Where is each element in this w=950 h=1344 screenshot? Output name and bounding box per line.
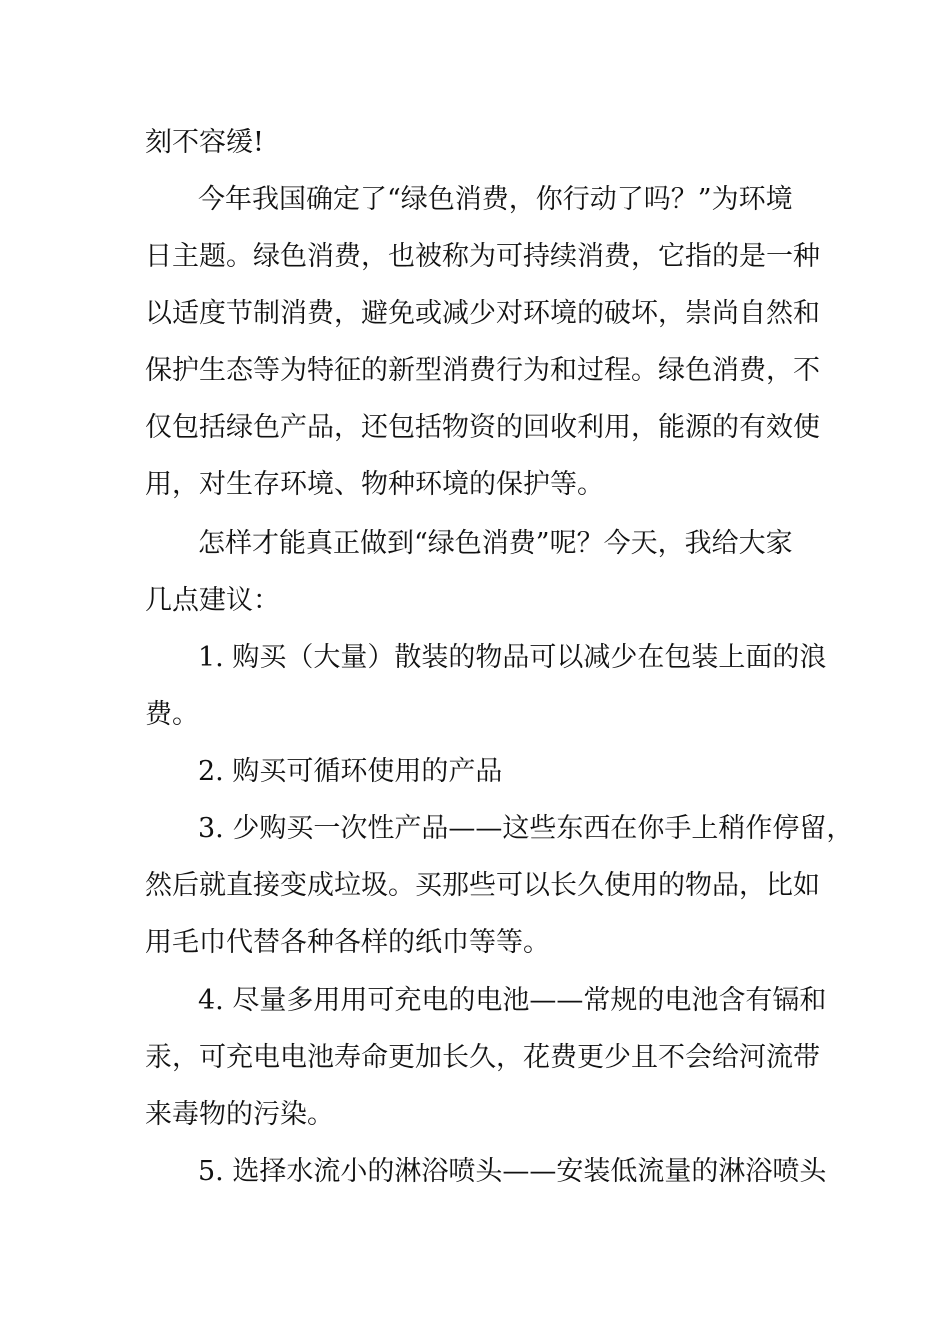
paragraph-first-line <box>0 180 950 220</box>
text-line <box>0 123 950 163</box>
text-line-content: 以适度节制消费，避免或减少对环境的破坏，崇尚自然和 <box>145 298 820 329</box>
text-line <box>0 465 950 505</box>
text-line-content: 来毒物的污染。 <box>145 1099 334 1130</box>
text-line <box>0 408 950 448</box>
text-line-content: 费。 <box>145 699 199 730</box>
text-line-content: 4. 尽量多用用可充电的电池——常规的电池含有镉和 <box>198 985 827 1016</box>
paragraph-first-line <box>0 524 950 564</box>
text-line <box>0 581 950 621</box>
text-line <box>0 237 950 277</box>
text-line <box>0 294 950 334</box>
text-line-content: 几点建议： <box>145 585 280 616</box>
list-item-line <box>0 809 950 849</box>
list-item-line <box>0 752 950 792</box>
text-line-content: 5. 选择水流小的淋浴喷头——安装低流量的淋浴喷头 <box>198 1156 827 1187</box>
text-line <box>0 351 950 391</box>
text-line-content: 保护生态等为特征的新型消费行为和过程。绿色消费，不 <box>145 355 820 386</box>
text-line <box>0 1095 950 1135</box>
text-line-content: 用，对生存环境、物种环境的保护等。 <box>145 469 604 500</box>
text-line-content: 然后就直接变成垃圾。买那些可以长久使用的物品，比如 <box>145 870 820 901</box>
text-line-content: 刻不容缓! <box>145 127 264 158</box>
text-line-content: 汞，可充电电池寿命更加长久，花费更少且不会给河流带 <box>145 1042 820 1073</box>
text-line-content: 3. 少购买一次性产品——这些东西在你手上稍作停留， <box>198 813 854 844</box>
list-item-line <box>0 1152 950 1192</box>
list-item-line <box>0 981 950 1021</box>
text-line <box>0 1038 950 1078</box>
text-line-content: 日主题。绿色消费，也被称为可持续消费，它指的是一种 <box>145 241 820 272</box>
text-line <box>0 695 950 735</box>
text-line <box>0 923 950 963</box>
text-line-content: 2. 购买可循环使用的产品 <box>198 756 503 787</box>
text-line-content: 今年我国确定了“绿色消费，你行动了吗？”为环境 <box>198 184 793 215</box>
text-line-content: 1. 购买（大量）散装的物品可以减少在包装上面的浪 <box>198 642 827 673</box>
text-line <box>0 866 950 906</box>
text-line-content: 仅包括绿色产品，还包括物资的回收利用，能源的有效使 <box>145 412 820 443</box>
list-item-line <box>0 638 950 678</box>
text-line-content: 怎样才能真正做到“绿色消费”呢？今天，我给大家 <box>198 528 793 559</box>
text-line-content: 用毛巾代替各种各样的纸巾等等。 <box>145 927 550 958</box>
